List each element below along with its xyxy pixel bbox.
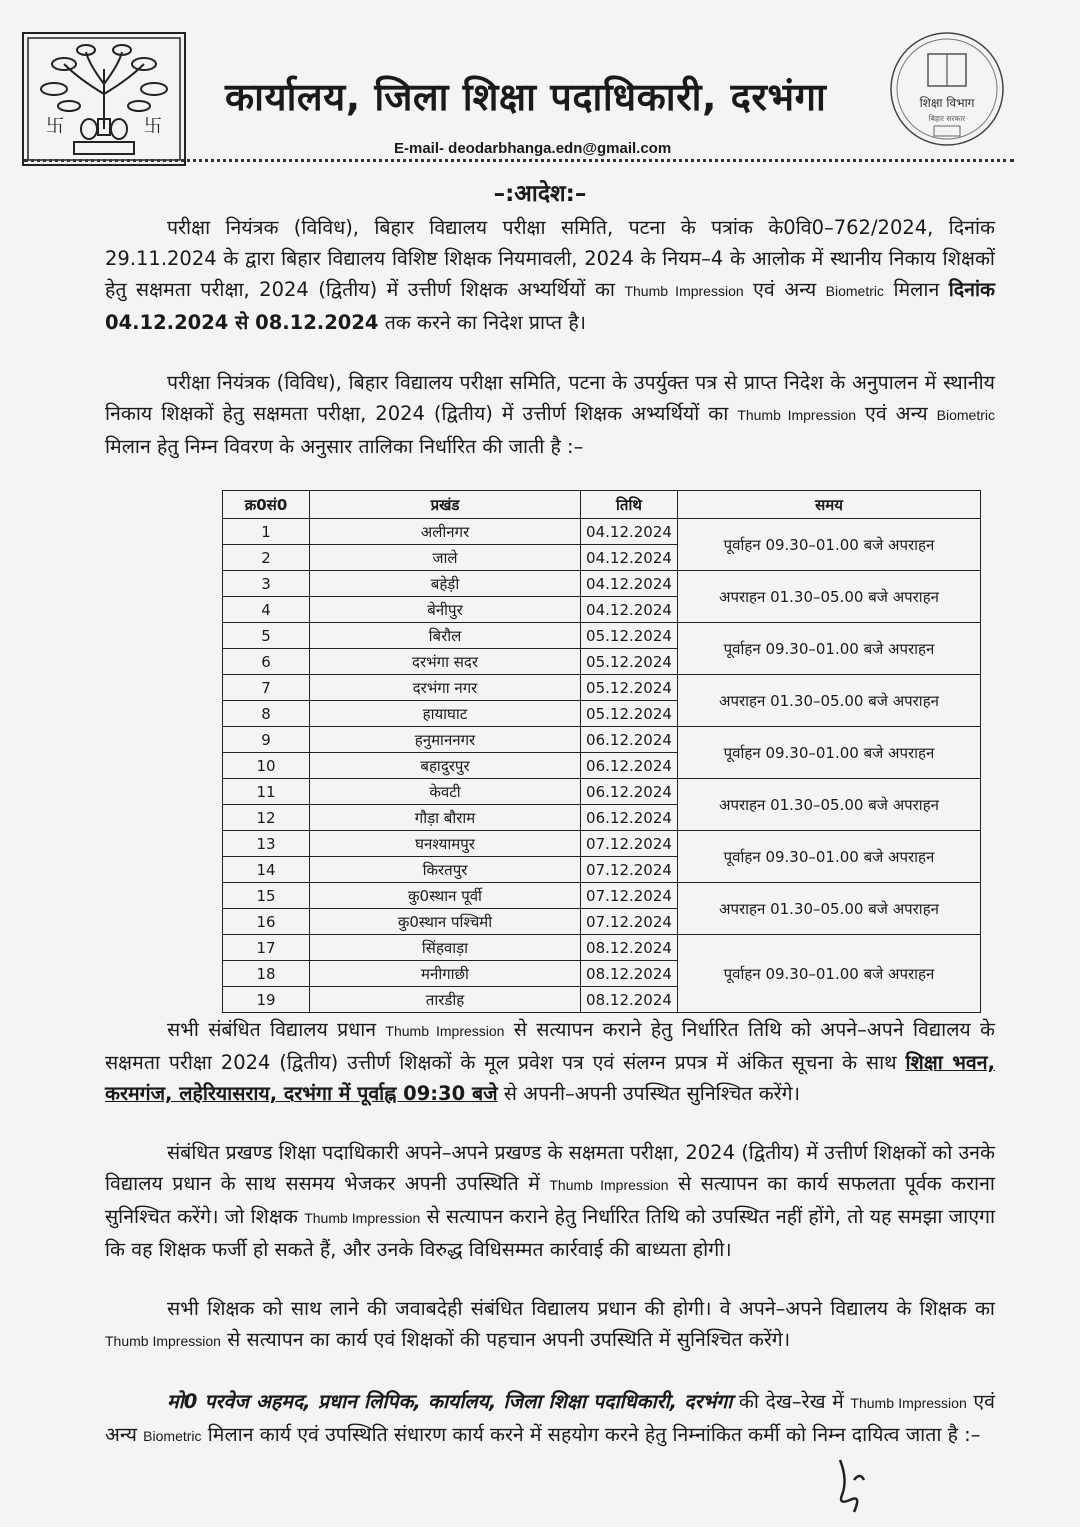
row-date: 08.12.2024 [581,961,678,987]
row-serial: 15 [223,883,310,909]
svg-text:卐: 卐 [46,116,64,137]
row-block: घनश्यामपुर [310,831,581,857]
row-date: 08.12.2024 [581,935,678,961]
row-block: हायाघाट [310,701,581,727]
table-row [223,883,981,909]
para1-thumb: Thumb Impression [624,283,744,299]
row-block: किरतपुर [310,857,581,883]
row-block: तारडीह [310,987,581,1013]
row-block: जाले [310,545,581,571]
para2-text-2: एवं अन्य [865,402,928,425]
table-row [223,623,981,649]
row-serial: 16 [223,909,310,935]
row-block: गौड़ा बौराम [310,805,581,831]
row-serial: 4 [223,597,310,623]
para5-thumb: Thumb Impression [105,1333,221,1349]
header-serial: क्र0सं0 [223,491,310,519]
row-block: केवटी [310,779,581,805]
para4-thumb-1: Thumb Impression [549,1177,669,1193]
para3-text-1: सभी संबंधित विद्यालय प्रधान [167,1018,377,1041]
row-block: बहेड़ी [310,571,581,597]
paragraph-3 [105,1014,995,1109]
row-block: बिरौल [310,623,581,649]
row-serial: 12 [223,805,310,831]
row-block: हनुमाननगर [310,727,581,753]
row-date: 04.12.2024 [581,597,678,623]
row-serial: 14 [223,857,310,883]
row-date: 05.12.2024 [581,675,678,701]
row-date: 06.12.2024 [581,753,678,779]
para1-biometric: Biometric [825,283,884,299]
row-time-slot: पूर्वाहन 09.30–01.00 बजे अपराहन [678,727,981,779]
row-block: बेनीपुर [310,597,581,623]
row-serial: 19 [223,987,310,1013]
row-date: 05.12.2024 [581,701,678,727]
header-block: प्रखंड [310,491,581,519]
row-serial: 1 [223,519,310,545]
row-serial: 7 [223,675,310,701]
row-date: 08.12.2024 [581,987,678,1013]
row-serial: 5 [223,623,310,649]
office-title: कार्यालय, जिला शिक्षा पदाधिकारी, दरभंगा [225,75,827,119]
row-time-slot: अपराहन 01.30–05.00 बजे अपराहन [678,883,981,935]
table-row [223,831,981,857]
row-date: 06.12.2024 [581,805,678,831]
paragraph-6 [105,1386,995,1452]
row-date: 04.12.2024 [581,571,678,597]
para1-text-3: मिलान [893,278,940,301]
para3-venue: शिक्षा भवन, करमगंज, लहेरियासराय, दरभंगा में पूर्वाह्न 09:30 बजे [105,1051,995,1105]
para6-name: मो0 परवेज अहमद, प्रधान लिपिक, कार्यालय, जिला शिक्षा पदाधिकारी, दरभंगा [167,1390,733,1413]
para1-bold-dates: दिनांक 04.12.2024 से 08.12.2024 [105,278,996,334]
paragraph-5 [105,1293,995,1357]
para1-text-2: एवं अन्य [753,278,817,301]
row-time-slot: पूर्वाहन 09.30–01.00 बजे अपराहन [678,935,981,1013]
row-block: सिंहवाड़ा [310,935,581,961]
row-block: दरभंगा सदर [310,649,581,675]
para2-thumb: Thumb Impression [737,407,857,423]
row-block: बहादुरपुर [310,753,581,779]
para2-text-3: मिलान हेतु निम्न विवरण के अनुसार तालिका निर्धारित की जाती है :– [105,435,584,458]
row-time-slot: पूर्वाहन 09.30–01.00 बजे अपराहन [678,519,981,571]
header-date: तिथि [581,491,678,519]
para5-text-2: से सत्यापन का कार्य एवं शिक्षकों की पहचान अपनी उपस्थिति में सुनिश्चित करेंगे। [227,1328,791,1351]
row-time-slot: अपराहन 01.30–05.00 बजे अपराहन [678,675,981,727]
row-serial: 13 [223,831,310,857]
schedule-table [222,490,981,1013]
para3-thumb: Thumb Impression [385,1023,505,1039]
paragraph-2 [105,367,995,462]
seal-subtext: बिहार सरकार [928,114,966,123]
table-row [223,675,981,701]
row-block: कु0स्थान पूर्वी [310,883,581,909]
para5-text-1: सभी शिक्षक को साथ लाने की जवाबदेही संबंधित विद्यालय प्रधान की होगी। वे अपने–अपने विद्यालय के शिक्षक का [167,1297,995,1320]
para3-text-2: से सत्यापन कराने हेतु निर्धारित तिथि को अपने–अपने विद्यालय के सक्षमता परीक्षा 2024 (द्वितीय) उत्तीर्ण शिक्षकों के मूल प्रवेश पत्र एवं संलग्न प्रपत्र में अंकित सूचना के साथ [105,1018,996,1074]
row-serial: 3 [223,571,310,597]
row-date: 04.12.2024 [581,545,678,571]
row-date: 04.12.2024 [581,519,678,545]
para4-thumb-2: Thumb Impression [304,1210,421,1226]
para3-text-3: से अपनी–अपनी उपस्थित सुनिश्चित करेंगे। [503,1082,801,1105]
row-date: 07.12.2024 [581,909,678,935]
row-date: 07.12.2024 [581,857,678,883]
row-date: 07.12.2024 [581,831,678,857]
table-row [223,571,981,597]
row-date: 06.12.2024 [581,727,678,753]
para1-text-1: परीक्षा नियंत्रक (विविध), बिहार विद्यालय परीक्षा समिति, पटना के पत्रांक के0वि0–762/2024, दिनांक 29.11.2024 के द्वारा बिहार विद्यालय विशिष्ट शिक्षक नियमावली, 2024 के नियम–4 के आलोक में स्थानीय निकाय शिक्षकों हेतु सक्षमता परीक्षा, 2024 (द्वितीय) में उत्तीर्ण शिक्षक अभ्यर्थियों का [105,216,995,301]
row-block: कु0स्थान पश्चिमी [310,909,581,935]
office-email: E-mail- deodarbhanga.edn@gmail.com [394,140,672,157]
table-header-row [223,491,981,519]
row-date: 06.12.2024 [581,779,678,805]
para4-text-1: संबंधित प्रखण्ड शिक्षा पदाधिकारी अपने–अपने प्रखण्ड के सक्षमता परीक्षा, 2024 (द्वितीय) में उत्तीर्ण शिक्षकों को उनके विद्यालय प्रधान के साथ ससमय भेजकर अपनी उपस्थिति में [105,1141,995,1195]
row-time-slot: पूर्वाहन 09.30–01.00 बजे अपराहन [678,831,981,883]
row-serial: 17 [223,935,310,961]
para2-text-1: परीक्षा नियंत्रक (विविध), बिहार विद्यालय परीक्षा समिति, पटना के उपर्युक्त पत्र से प्राप्त निदेश के अनुपालन में स्थानीय निकाय शिक्षकों हेतु सक्षमता परीक्षा, 2024 (द्वितीय) में उत्तीर्ण शिक्षक अभ्यर्थियों का [105,371,995,425]
row-serial: 11 [223,779,310,805]
para6-thumb: Thumb Impression [850,1395,967,1411]
row-date: 07.12.2024 [581,883,678,909]
header-divider [24,159,1014,162]
row-time-slot: अपराहन 01.30–05.00 बजे अपराहन [678,779,981,831]
bihar-emblem-icon [22,32,186,166]
para4-text-2: से सत्यापन का कार्य सफलता पूर्वक कराना सुनिश्चित करेंगे। जो शिक्षक [105,1172,995,1228]
para6-biometric: Biometric [143,1428,202,1444]
paragraph-4 [105,1137,995,1265]
para4-text-3: से सत्यापन कराने हेतु निर्धारित तिथि को उपस्थित नहीं होंगे, तो यह समझा जाएगा कि वह शिक्षक फर्जी हो सकते हैं, और उनके विरुद्ध विधिसम्मत कार्रवाई की बाध्यता होगी। [105,1205,996,1261]
row-serial: 10 [223,753,310,779]
row-serial: 18 [223,961,310,987]
signature-icon [820,1450,880,1520]
order-heading: –:आदेश:– [493,181,587,207]
header-time: समय [678,491,981,519]
row-block: अलीनगर [310,519,581,545]
table-row [223,519,981,545]
paragraph-1 [105,212,995,338]
row-serial: 9 [223,727,310,753]
table-row [223,779,981,805]
row-date: 05.12.2024 [581,649,678,675]
row-serial: 2 [223,545,310,571]
row-block: मनीगाछी [310,961,581,987]
table-row [223,935,981,961]
table-row [223,727,981,753]
svg-text:卐: 卐 [144,116,162,137]
para6-text-1: की देख–रेख में [738,1390,844,1413]
row-serial: 8 [223,701,310,727]
para1-text-4: तक करने का निदेश प्राप्त है। [384,311,587,334]
row-time-slot: पूर्वाहन 09.30–01.00 बजे अपराहन [678,623,981,675]
row-time-slot: अपराहन 01.30–05.00 बजे अपराहन [678,571,981,623]
para2-biometric: Biometric [936,407,995,423]
seal-text: शिक्षा विभाग [919,96,975,110]
row-serial: 6 [223,649,310,675]
para6-text-2: एवं अन्य [105,1390,995,1446]
education-department-seal-icon [888,30,1006,148]
row-date: 05.12.2024 [581,623,678,649]
row-block: दरभंगा नगर [310,675,581,701]
para6-text-3: मिलान कार्य एवं उपस्थिति संधारण कार्य करने में सहयोग करने हेतु निम्नांकित कर्मी को निम्न दायित्व जाता है :– [207,1423,981,1446]
